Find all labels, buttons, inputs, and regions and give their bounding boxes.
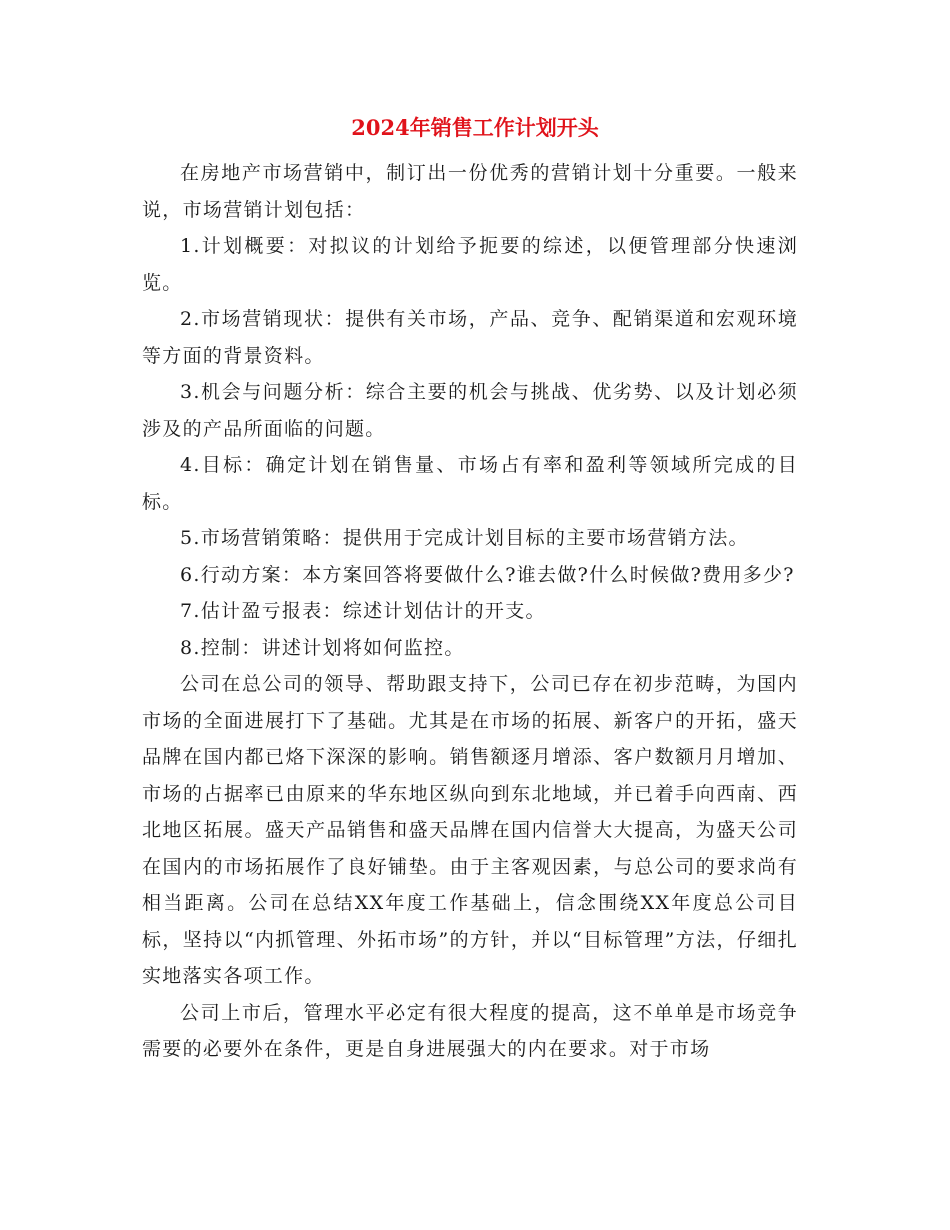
list-item-8: 8.控制：讲述计划将如何监控。	[180, 636, 465, 659]
paragraph-intro: 在房地产市场营销中，制订出一份优秀的营销计划十分重要。一般来说，市场营销计划包括：	[142, 162, 798, 221]
list-item-2: 2.市场营销现状：提供有关市场，产品、竞争、配销渠道和宏观环境等方面的背景资料。	[142, 308, 798, 367]
list-item-4: 4.目标：确定计划在销售量、市场占有率和盈利等领域所完成的目标。	[142, 454, 798, 513]
list-item-1: 1.计划概要：对拟议的计划给予扼要的综述，以便管理部分快速浏览。	[142, 235, 798, 294]
list-item-5: 5.市场营销策略：提供用于完成计划目标的主要市场营销方法。	[180, 527, 749, 549]
list-item-6: 6.行动方案：本方案回答将要做什么?谁去做?什么时候做?费用多少?	[180, 563, 795, 586]
list-item-7: 7.估计盈亏报表：综述计划估计的开支。	[180, 600, 546, 622]
document-title: 2024年销售工作计划开头	[351, 115, 599, 140]
paragraph-listing: 公司上市后，管理水平必定有很大程度的提高，这不单单是市场竞争需要的必要外在条件，更是自身进展强大的内在要求。对于市场	[142, 1001, 798, 1060]
document-body	[142, 155, 798, 1068]
paragraph-company: 公司在总公司的领导、帮助跟支持下，公司已存在初步范畴，为国内市场的全面进展打下了基础。尤其是在市场的拓展、新客户的开拓，盛天品牌在国内都已烙下深深的影响。销售额逐月增添、客户数额月月增加、市场的占据率已由原来的华东地区纵向到东北地域，并已着手向西南、西北地区拓展。盛天产品销售和盛天品牌在国内信誉大大提高，为盛天公司在国内的市场拓展作了良好铺垫。由于主客观因素，与总公司的要求尚有相当距离。公司在总结XX年度工作基础上，信念围绕XX年度总公司目标，坚持以“内抓管理、外拓市场”的方针，并以“目标管理”方法，仔细扎实地落实各项工作。	[142, 673, 798, 987]
list-item-3: 3.机会与问题分析：综合主要的机会与挑战、优劣势、以及计划必须涉及的产品所面临的问题。	[142, 381, 798, 440]
